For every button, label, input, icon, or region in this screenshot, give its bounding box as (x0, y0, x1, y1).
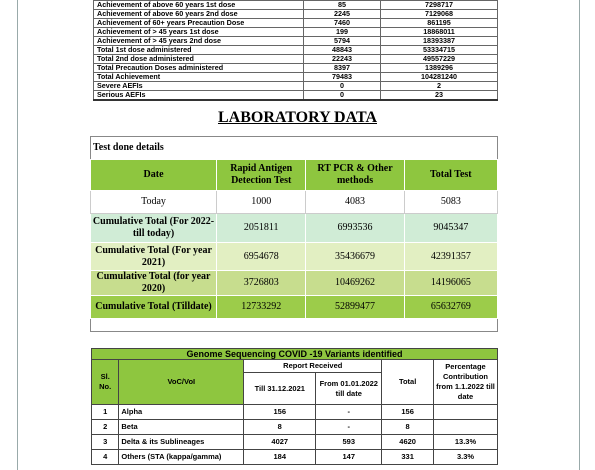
cumulative-value: 18393387 (381, 37, 498, 46)
today-value: 5794 (304, 37, 381, 46)
header-till-2021: Till 31.12.2021 (244, 373, 316, 405)
header-total: Total (382, 360, 434, 405)
percentage-value: 13.3% (434, 435, 498, 450)
vaccination-label: Total Precaution Doses administered (94, 64, 304, 73)
from-2022-value: - (316, 405, 382, 420)
today-value: 79483 (304, 73, 381, 82)
cumulative-value: 7129068 (381, 10, 498, 19)
cumulative-value: 7298717 (381, 1, 498, 10)
vaccination-label: Total Achievement (94, 73, 304, 82)
vaccination-label: Achievement of above 60 years 2nd dose (94, 10, 304, 19)
cumulative-value: 104281240 (381, 73, 498, 82)
variant-name: Alpha (119, 405, 244, 420)
row-label: Today (91, 191, 217, 214)
rtpcr-value: 4083 (306, 191, 404, 214)
laboratory-table (90, 159, 498, 319)
vaccination-label: Serious AEFIs (94, 91, 304, 101)
today-value: 7460 (304, 19, 381, 28)
header-date: Date (91, 160, 217, 191)
sl-no: 1 (92, 405, 119, 420)
today-value: 0 (304, 91, 381, 101)
genome-row (92, 435, 498, 450)
laboratory-row-2020 (91, 271, 498, 296)
row-label: Cumulative Total (For year 2021) (91, 243, 217, 271)
till-2021-value: 156 (244, 405, 316, 420)
cumulative-value: 1389296 (381, 64, 498, 73)
vaccination-label: Achievement of > 45 years 2nd dose (94, 37, 304, 46)
genome-sequencing-table (91, 348, 498, 465)
from-2022-value: 593 (316, 435, 382, 450)
vaccination-label: Achievement of > 45 years 1st dose (94, 28, 304, 37)
percentage-value (434, 405, 498, 420)
percentage-value (434, 420, 498, 435)
rtpcr-value: 6993536 (306, 214, 404, 243)
cumulative-value: 23 (381, 91, 498, 101)
rat-value: 3726803 (217, 271, 306, 296)
header-from-2022: From 01.01.2022 till date (316, 373, 382, 405)
genome-row (92, 420, 498, 435)
vaccination-label: Total 1st dose administered (94, 46, 304, 55)
today-value: 8397 (304, 64, 381, 73)
header-percentage: Percentage Contribution from 1.1.2022 till date (434, 360, 498, 405)
laboratory-row-tilldate (91, 296, 498, 319)
sl-no: 4 (92, 450, 119, 465)
today-value: 199 (304, 28, 381, 37)
variant-name: Delta & its Sublineages (119, 435, 244, 450)
vaccination-label: Achievement of 60+ years Precaution Dose (94, 19, 304, 28)
laboratory-row-2022 (91, 214, 498, 243)
from-2022-value: - (316, 420, 382, 435)
header-rat: Rapid Antigen Detection Test (217, 160, 306, 191)
genome-row (92, 405, 498, 420)
variant-name: Others (STA (kappa/gamma) (119, 450, 244, 465)
cumulative-value: 18868011 (381, 28, 498, 37)
rat-value: 2051811 (217, 214, 306, 243)
percentage-value: 3.3% (434, 450, 498, 465)
vaccination-label: Severe AEFIs (94, 82, 304, 91)
vaccination-label: Achievement of above 60 years 1st dose (94, 1, 304, 10)
header-voc: VoC/VoI (119, 360, 244, 405)
laboratory-row-2021 (91, 243, 498, 271)
vaccination-label: Total 2nd dose administered (94, 55, 304, 64)
today-value: 85 (304, 1, 381, 10)
total-value: 5083 (404, 191, 497, 214)
sl-no: 2 (92, 420, 119, 435)
header-report-received: Report Received (244, 360, 382, 373)
total-value: 331 (382, 450, 434, 465)
laboratory-title: LABORATORY DATA (217, 109, 377, 126)
rat-value: 1000 (217, 191, 306, 214)
rat-value: 12733292 (217, 296, 306, 319)
genome-title: Genome Sequencing COVID -19 Variants identified (92, 349, 498, 360)
rtpcr-value: 52899477 (306, 296, 404, 319)
cumulative-value: 2 (381, 82, 498, 91)
sl-no: 3 (92, 435, 119, 450)
cumulative-value: 861195 (381, 19, 498, 28)
total-value: 42391357 (404, 243, 497, 271)
laboratory-row-today (91, 191, 498, 214)
today-value: 22243 (304, 55, 381, 64)
laboratory-header-row (91, 160, 498, 191)
total-value: 8 (382, 420, 434, 435)
header-sl-no: Sl. No. (92, 360, 119, 405)
vaccination-row (94, 91, 498, 101)
row-label: Cumulative Total (for year 2020) (91, 271, 217, 296)
today-value: 0 (304, 82, 381, 91)
header-total-test: Total Test (404, 160, 497, 191)
vaccination-table (93, 0, 498, 101)
from-2022-value: 147 (316, 450, 382, 465)
genome-title-row (92, 349, 498, 360)
cumulative-value: 53334715 (381, 46, 498, 55)
total-value: 4620 (382, 435, 434, 450)
rat-value: 6954678 (217, 243, 306, 271)
rtpcr-value: 10469262 (306, 271, 404, 296)
total-value: 14196065 (404, 271, 497, 296)
genome-row (92, 450, 498, 465)
header-rtpcr: RT PCR & Other methods (306, 160, 404, 191)
variant-name: Beta (119, 420, 244, 435)
today-value: 48843 (304, 46, 381, 55)
till-2021-value: 184 (244, 450, 316, 465)
row-label: Cumulative Total (Tilldate) (91, 296, 217, 319)
rtpcr-value: 35436679 (306, 243, 404, 271)
cumulative-value: 49557229 (381, 55, 498, 64)
total-value: 9045347 (404, 214, 497, 243)
total-value: 65632769 (404, 296, 497, 319)
genome-header-row (92, 360, 498, 373)
till-2021-value: 8 (244, 420, 316, 435)
test-done-details-label: Test done details (93, 142, 164, 153)
row-label: Cumulative Total (For 2022- till today) (91, 214, 217, 243)
till-2021-value: 4027 (244, 435, 316, 450)
today-value: 2245 (304, 10, 381, 19)
total-value: 156 (382, 405, 434, 420)
